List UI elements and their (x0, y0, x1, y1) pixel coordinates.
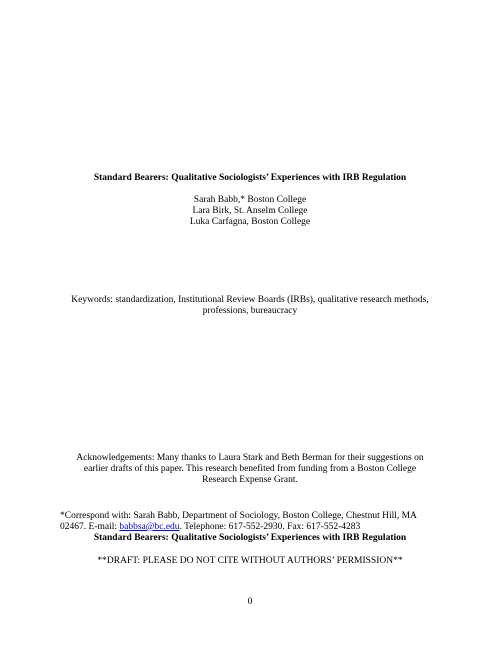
author-1: Sarah Babb,* Boston College (193, 195, 307, 205)
keywords-line-2: professions, bureaucracy (202, 306, 298, 316)
author-2: Lara Birk, St. Anselm College (192, 206, 308, 216)
paper-title: Standard Bearers: Qualitative Sociologists’ Experiences with IRB Regulation (93, 173, 407, 183)
paper-title-repeat: Standard Bearers: Qualitative Sociologists’ Experiences with IRB Regulation (93, 533, 407, 543)
page-number: 0 (247, 597, 253, 607)
correspondence-prefix: 02467. E-mail: (60, 522, 120, 532)
correspondence-suffix: . Telephone: 617-552-2930. Fax: 617-552-4283 (179, 522, 361, 532)
acknowledgements-line-3: Research Expense Grant. (202, 475, 298, 485)
correspondence-line-2 (60, 522, 450, 533)
keywords-line-1: Keywords: standardization, Institutional Review Boards (IRBs), qualitative research methods, (71, 295, 429, 305)
acknowledgements-line-2: earlier drafts of this paper. This research benefited from funding from a Boston College (83, 464, 417, 474)
author-3: Luka Carfagna, Boston College (189, 217, 311, 227)
acknowledgements-line-1: Acknowledgements: Many thanks to Laura Stark and Beth Berman for their suggestions on (76, 453, 424, 463)
email-link[interactable]: babbsa@bc.edu (119, 522, 180, 532)
correspondence-line-1: *Correspond with: Sarah Babb, Department of Sociology, Boston College, Chestnut Hill, MA (60, 511, 417, 521)
draft-notice: **DRAFT: PLEASE DO NOT CITE WITHOUT AUTHORS’ PERMISSION** (97, 556, 403, 566)
